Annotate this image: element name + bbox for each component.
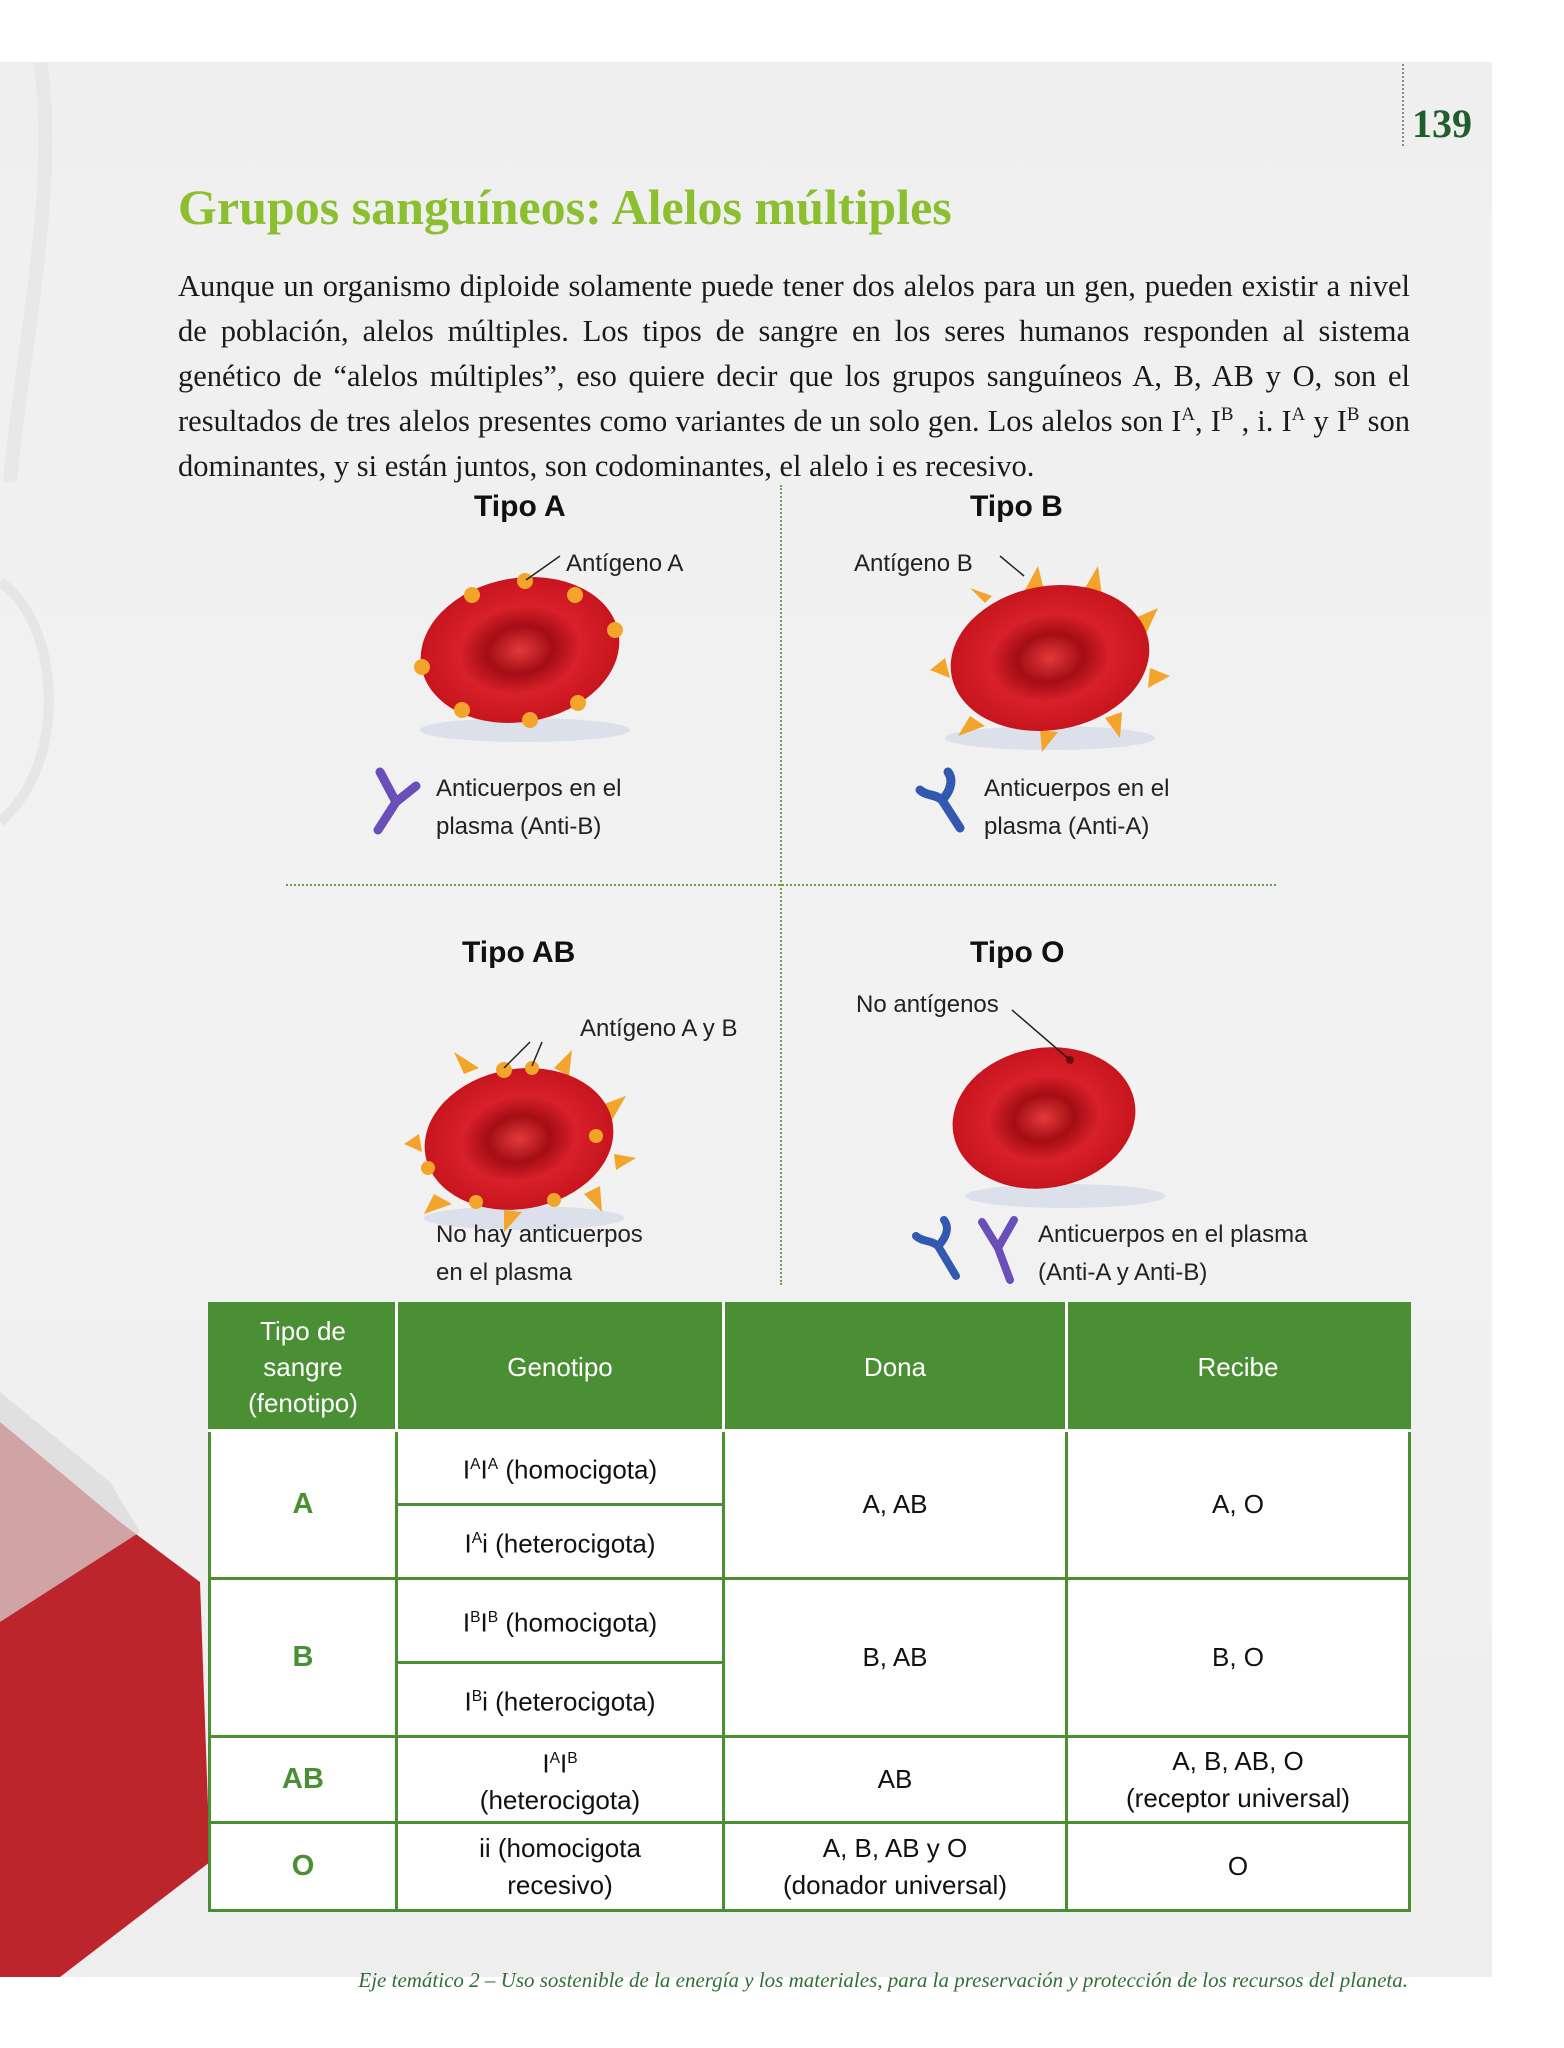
receives-cell: B, O [1067,1579,1410,1737]
type-b-title: Tipo B [970,490,1063,523]
table-row [210,1431,1410,1505]
type-b-antigen-label: Antígeno B [854,550,973,577]
anti-a-and-anti-b-antibodies-icon [910,1214,1028,1286]
type-ab-antibody-label-line1: No hay anticuerpos [436,1221,643,1248]
table-row [210,1737,1410,1823]
type-ab-antibody-label-line2: en el plasma [436,1259,573,1286]
donates-cell: A, AB [724,1431,1067,1579]
type-ab-title: Tipo AB [462,936,576,969]
genotype-cell: $I^Bi$ (heterocigota) [397,1663,724,1737]
header-genotype: Genotipo [397,1304,724,1431]
page-title: Grupos sanguíneos: Alelos múltiples [178,179,952,235]
receives-cell: A, B, AB, O (receptor universal) [1067,1737,1410,1823]
header-receives: Recibe [1067,1304,1410,1431]
type-a-title: Tipo A [474,490,566,523]
type-o-title: Tipo O [970,936,1065,969]
diagram-horizontal-divider [286,884,1276,886]
table-header-row [210,1304,1410,1431]
type-a-antigen-label: Antígeno A [566,550,684,577]
type-ab-cell: AB [210,1737,397,1823]
type-b-antibody-label-line2: plasma (Anti-A) [984,813,1150,840]
type-ab-red-blood-cell [404,1034,654,1234]
page-number: 139 [1412,101,1472,146]
type-ab-antigen-label: Antígeno A y B [580,1015,738,1042]
type-b-cell: B [210,1579,397,1737]
header-donates: Dona [724,1304,1067,1431]
type-o-cell: O [210,1823,397,1911]
header-blood-type: Tipo de sangre (fenotipo) [210,1304,397,1431]
table-row [210,1579,1410,1663]
type-o-antibody-label-line1: Anticuerpos en el plasma [1038,1221,1308,1248]
page-number-rule [1402,64,1404,146]
type-a-cell: A [210,1431,397,1579]
type-o-antigen-label: No antígenos [856,991,999,1018]
table-row [210,1823,1410,1911]
type-o-red-blood-cell [940,1010,1180,1210]
type-a-red-blood-cell [400,540,660,750]
receives-cell: A, O [1067,1431,1410,1579]
genotype-cell: ii (homocigota recesivo) [397,1823,724,1911]
type-o-antibody-label-line2: (Anti-A y Anti-B) [1038,1259,1208,1286]
type-a-antibody-label-line2: plasma (Anti-B) [436,813,602,840]
blood-type-table [208,1302,1411,1912]
intro-paragraph: Aunque un organismo diploide solamente puede tener dos alelos para un gen, pueden existir a nivel de población, alelos múltiples. Los tipos de sangre en los seres humanos responden al sistema genético de “alelos múltiples”, eso quiere decir que los grupos sanguíneos A, B, AB y O, son el resultados de tres alelos presentes como variantes de un solo gen. Los alelos son $I^A$, $I^B$ , i. $I^A$ y $I^B$ son dominantes, y si están juntos, son codominantes, el alelo i es recesivo. [178,269,1410,483]
donates-cell: A, B, AB y O (donador universal) [724,1823,1067,1911]
donates-cell: B, AB [724,1579,1067,1737]
genotype-cell: $I^BI^B$ (homocigota) [397,1579,724,1663]
donates-cell: AB [724,1737,1067,1823]
type-a-antibody-label-line1: Anticuerpos en el [436,775,622,802]
genotype-cell: $I^AI^B$ (heterocigota) [397,1737,724,1823]
type-b-red-blood-cell [930,548,1190,758]
receives-cell: O [1067,1823,1410,1911]
genotype-cell: $I^Ai$ (heterocigota) [397,1505,724,1579]
anti-a-antibody-icon [910,766,974,836]
page-footer: Eje temático 2 – Uso sostenible de la energía y los materiales, para la preservación y protección de los recursos del planeta. [358,1968,1408,1992]
type-b-antibody-label-line1: Anticuerpos en el [984,775,1170,802]
genotype-cell: $I^AI^A$ (homocigota) [397,1431,724,1505]
anti-b-antibody-icon [366,764,426,834]
